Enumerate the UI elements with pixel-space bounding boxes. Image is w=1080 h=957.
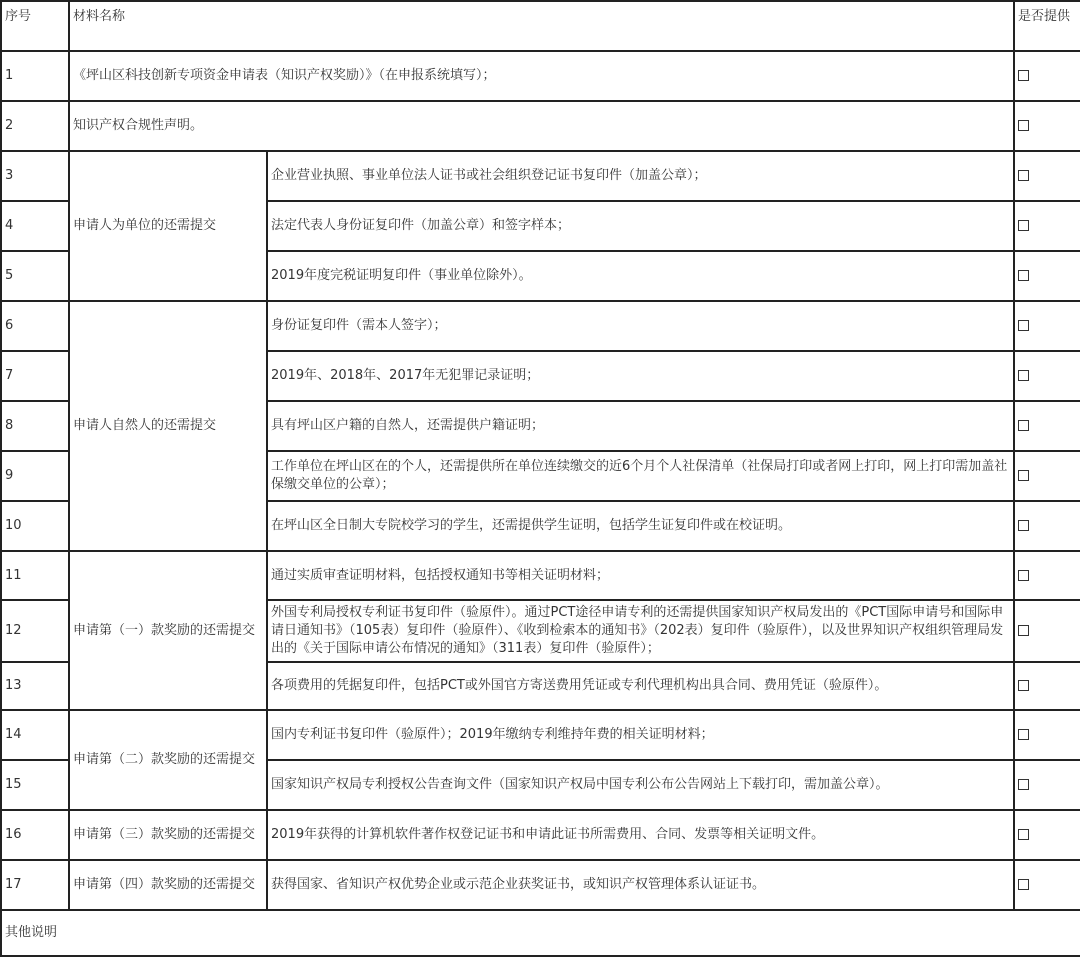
- group-award-3: 申请第（三）款奖励的还需提交: [69, 810, 267, 860]
- checkbox-icon[interactable]: [1018, 320, 1029, 331]
- table-row: [1, 101, 1080, 151]
- table-row: [1, 551, 1080, 600]
- provided-cell[interactable]: [1014, 760, 1080, 810]
- row-material: 2019年、2018年、2017年无犯罪记录证明；: [267, 351, 1014, 401]
- row-material: 2019年度完税证明复印件（事业单位除外）。: [267, 251, 1014, 301]
- provided-cell[interactable]: [1014, 710, 1080, 760]
- group-award-4: 申请第（四）款奖励的还需提交: [69, 860, 267, 910]
- row-no: 12: [1, 600, 69, 662]
- checkbox-icon[interactable]: [1018, 170, 1029, 181]
- checkbox-icon[interactable]: [1018, 520, 1029, 531]
- provided-cell[interactable]: [1014, 51, 1080, 101]
- header-name: 材料名称: [69, 1, 1014, 51]
- provided-cell[interactable]: [1014, 301, 1080, 351]
- row-no: 8: [1, 401, 69, 451]
- checkbox-icon[interactable]: [1018, 570, 1029, 581]
- row-material: 企业营业执照、事业单位法人证书或社会组织登记证书复印件（加盖公章）；: [267, 151, 1014, 201]
- row-material: 通过实质审查证明材料，包括授权通知书等相关证明材料；: [267, 551, 1014, 600]
- provided-cell[interactable]: [1014, 810, 1080, 860]
- provided-cell[interactable]: [1014, 251, 1080, 301]
- row-no: 14: [1, 710, 69, 760]
- checkbox-icon[interactable]: [1018, 220, 1029, 231]
- checkbox-icon[interactable]: [1018, 879, 1029, 890]
- row-no: 7: [1, 351, 69, 401]
- row-no: 6: [1, 301, 69, 351]
- checkbox-icon[interactable]: [1018, 829, 1029, 840]
- row-material: 各项费用的凭据复印件，包括PCT或外国官方寄送费用凭证或专利代理机构出具合同、费用凭证（验原件）。: [267, 662, 1014, 710]
- checkbox-icon[interactable]: [1018, 370, 1029, 381]
- row-material: 国内专利证书复印件（验原件）；2019年缴纳专利维持年费的相关证明材料；: [267, 710, 1014, 760]
- checkbox-icon[interactable]: [1018, 270, 1029, 281]
- checkbox-icon[interactable]: [1018, 70, 1029, 81]
- row-no: 2: [1, 101, 69, 151]
- provided-cell[interactable]: [1014, 662, 1080, 710]
- row-material: 身份证复印件（需本人签字）；: [267, 301, 1014, 351]
- row-no: 15: [1, 760, 69, 810]
- header-row: [1, 1, 1080, 51]
- provided-cell[interactable]: [1014, 201, 1080, 251]
- checkbox-icon[interactable]: [1018, 420, 1029, 431]
- row-material: 在坪山区全日制大专院校学习的学生，还需提供学生证明，包括学生证复印件或在校证明。: [267, 501, 1014, 551]
- row-material: 获得国家、省知识产权优势企业或示范企业获奖证书，或知识产权管理体系认证证书。: [267, 860, 1014, 910]
- table-row: [1, 810, 1080, 860]
- row-material: 国家知识产权局专利授权公告查询文件（国家知识产权局中国专利公布公告网站上下载打印，需加盖公章）。: [267, 760, 1014, 810]
- checkbox-icon[interactable]: [1018, 779, 1029, 790]
- row-no: 9: [1, 451, 69, 501]
- other-notes-label: 其他说明: [1, 910, 1080, 956]
- row-material: 外国专利局授权专利证书复印件（验原件）。通过PCT途径申请专利的还需提供国家知识产权局发出的《PCT国际申请号和国际申请日通知书》（105表）复印件（验原件）、《收到检索本的通知书》（202表）复印件（验原件），以及世界知识产权组织管理局发出的《关于国际申请公布情况的通知》（311表）复印件（验原件）；: [267, 600, 1014, 662]
- row-no: 13: [1, 662, 69, 710]
- row-no: 10: [1, 501, 69, 551]
- row-no: 11: [1, 551, 69, 600]
- group-award-1: 申请第（一）款奖励的还需提交: [69, 551, 267, 710]
- provided-cell[interactable]: [1014, 351, 1080, 401]
- row-material: 具有坪山区户籍的自然人，还需提供户籍证明；: [267, 401, 1014, 451]
- row-material: 工作单位在坪山区在的个人，还需提供所在单位连续缴交的近6个月个人社保清单（社保局打印或者网上打印，网上打印需加盖社保缴交单位的公章）；: [267, 451, 1014, 501]
- provided-cell[interactable]: [1014, 551, 1080, 600]
- row-no: 3: [1, 151, 69, 201]
- table-row: [1, 51, 1080, 101]
- row-material: 知识产权合规性声明。: [69, 101, 1014, 151]
- row-material: 法定代表人身份证复印件（加盖公章）和签字样本；: [267, 201, 1014, 251]
- row-no: 17: [1, 860, 69, 910]
- checkbox-icon[interactable]: [1018, 625, 1029, 636]
- checkbox-icon[interactable]: [1018, 470, 1029, 481]
- row-no: 4: [1, 201, 69, 251]
- table-row: [1, 301, 1080, 351]
- table-row: [1, 860, 1080, 910]
- provided-cell[interactable]: [1014, 860, 1080, 910]
- provided-cell[interactable]: [1014, 101, 1080, 151]
- header-no: 序号: [1, 1, 69, 51]
- checkbox-icon[interactable]: [1018, 729, 1029, 740]
- row-no: 5: [1, 251, 69, 301]
- row-no: 1: [1, 51, 69, 101]
- provided-cell[interactable]: [1014, 501, 1080, 551]
- group-unit: 申请人为单位的还需提交: [69, 151, 267, 301]
- group-person: 申请人自然人的还需提交: [69, 301, 267, 551]
- checkbox-icon[interactable]: [1018, 680, 1029, 691]
- checkbox-icon[interactable]: [1018, 120, 1029, 131]
- footer-row: [1, 910, 1080, 956]
- row-no: 16: [1, 810, 69, 860]
- provided-cell[interactable]: [1014, 401, 1080, 451]
- provided-cell[interactable]: [1014, 151, 1080, 201]
- row-material: 2019年获得的计算机软件著作权登记证书和申请此证书所需费用、合同、发票等相关证明文件。: [267, 810, 1014, 860]
- group-award-2: 申请第（二）款奖励的还需提交: [69, 710, 267, 810]
- row-material: 《坪山区科技创新专项资金申请表（知识产权奖励）》（在申报系统填写）；: [69, 51, 1014, 101]
- provided-cell[interactable]: [1014, 600, 1080, 662]
- table-row: [1, 151, 1080, 201]
- header-provided: 是否提供: [1014, 1, 1080, 51]
- provided-cell[interactable]: [1014, 451, 1080, 501]
- table-row: [1, 710, 1080, 760]
